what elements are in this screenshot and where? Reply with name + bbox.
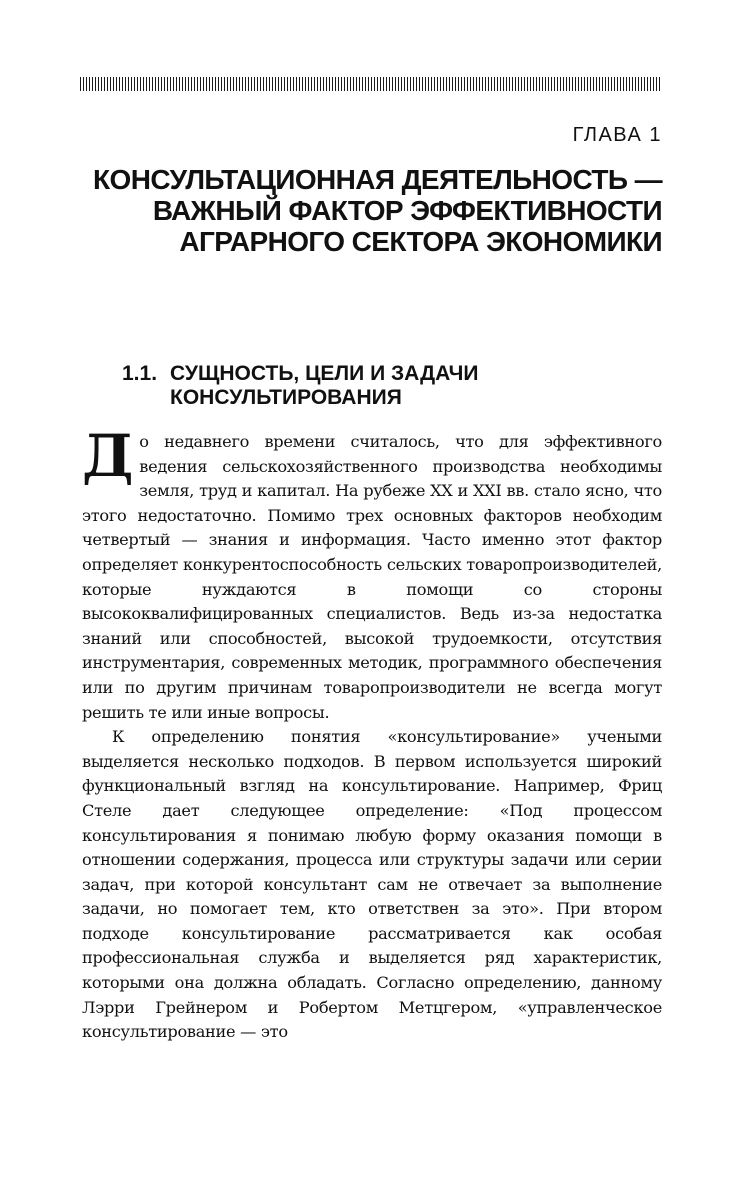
chapter-label: ГЛАВА 1 xyxy=(572,124,662,146)
paragraph xyxy=(82,422,662,725)
body-text xyxy=(82,422,662,1045)
chapter-title-line: ВАЖНЫЙ ФАКТОР ЭФФЕКТИВНОСТИ xyxy=(152,195,662,226)
paragraph-2-text: К определению понятия «консультирование» учеными выделяется несколько подходов. В первом используется широкий функциональный взгляд на консультирование. Например, Фриц Стеле дает следующее определение: «Под процессом консультирования я понимаю любую форму оказания помощи в отношении содержания, процесса или структуры задачи или серии задач, при которой консультант сам не отвечает за выполнение задачи, но помогает тем, кто ответствен за это». При втором подходе консультирование рассматривается как особая профессиональная служба и выделяется ряд характеристик, которыми она должна обладать. Согласно определению, данному Лэрри Грейнером и Робертом Метцгером, «управленческое консультирование — это xyxy=(82,727,662,1042)
section-heading xyxy=(122,362,479,410)
paragraph-1-text: о недавнего времени считалось, что для эффективного ведения сельскохозяйственного производства необходимы земля, труд и капитал. На рубеже XX и XXI вв. стало ясно, что этого недостаточно. Помимо трех основных факторов необходим четвертый — знания и информация. Часто именно этот фактор определяет конкурентоспособность сельских товаропроизводителей, которые нуждаются в помощи со стороны высококвалифицированных специалистов. Ведь из-за недостатка знаний или способностей, высокой трудоемкости, отсутствия инструментария, современных методик, программного обеспечения или по другим причинам товаропроизводители не всегда могут решить те или иные вопросы. xyxy=(82,432,662,722)
section-number: 1.1. xyxy=(122,362,158,385)
chapter-title xyxy=(62,164,662,257)
section-title-line1: СУЩНОСТЬ, ЦЕЛИ И ЗАДАЧИ xyxy=(170,362,479,385)
chapter-title-line: КОНСУЛЬТАЦИОННАЯ ДЕЯТЕЛЬНОСТЬ — xyxy=(93,164,662,195)
chapter-title-line: АГРАРНОГО СЕКТОРА ЭКОНОМИКИ xyxy=(179,226,662,257)
drop-cap: Д xyxy=(82,422,134,490)
section-title-line2: КОНСУЛЬТИРОВАНИЯ xyxy=(170,386,402,409)
decorative-rule xyxy=(80,77,662,91)
